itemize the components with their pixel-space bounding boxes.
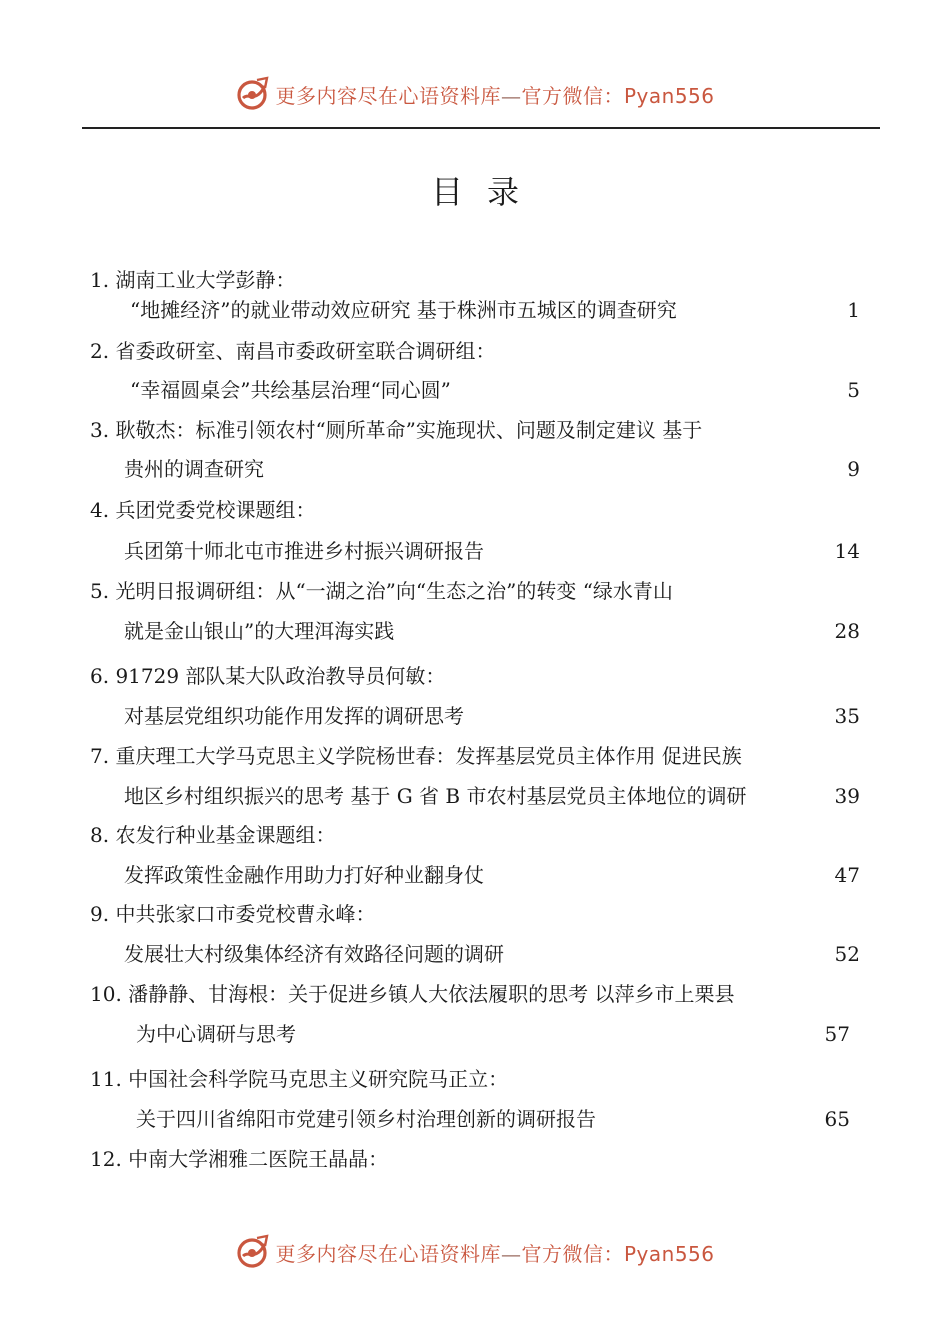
toc-entry-11-line2: 关于四川省绵阳市党建引领乡村治理创新的调研报告 (136, 1107, 596, 1131)
watermark-logo-icon (235, 76, 271, 112)
toc-entry-1-page: 1 (847, 298, 860, 322)
watermark-banner-top (0, 72, 950, 116)
toc-entry-2-line2: “幸福圆桌会”共绘基层治理“同心圆” (130, 378, 451, 402)
wechat-id: Pyan556 (623, 83, 715, 108)
toc-entry-6-line1: 6. 91729 部队某大队政治教导员何敏： (90, 664, 446, 688)
toc-entry-6-page: 35 (834, 704, 860, 728)
watermark-banner-bottom (0, 1230, 950, 1274)
toc-entry-8-line1: 8. 农发行种业基金课题组： (90, 823, 336, 847)
toc-entry-4-line2: 兵团第十师北屯市推进乡村振兴调研报告 (124, 539, 484, 563)
toc-entry-3-line2: 贵州的调查研究 (124, 457, 264, 481)
toc-entry-11-page: 65 (824, 1107, 850, 1131)
toc-entry-7-line1: 7. 重庆理工大学马克思主义学院杨世春：发挥基层党员主体作用 促进民族 (90, 744, 742, 768)
toc-entry-7-page: 39 (834, 784, 860, 808)
header-rule (82, 127, 880, 129)
toc-entry-5-line2: 就是金山银山”的大理洱海实践 (124, 619, 395, 643)
toc-entry-6-line2: 对基层党组织功能作用发挥的调研思考 (124, 704, 464, 728)
toc-entry-10-line2: 为中心调研与思考 (136, 1022, 296, 1046)
toc-entry-8-line2: 发挥政策性金融作用助力打好种业翻身仗 (124, 863, 484, 887)
toc-entry-9-page: 52 (834, 942, 860, 966)
toc-entry-10-line1: 10. 潘静静、甘海根：关于促进乡镇人大依法履职的思考 以萍乡市上栗县 (90, 982, 735, 1006)
watermark-text: 更多内容尽在心语资料库—官方微信：Pyan556 (275, 1241, 715, 1266)
toc-entry-3-page: 9 (847, 457, 860, 481)
wechat-id: Pyan556 (623, 1241, 715, 1266)
toc-entry-5-page: 28 (834, 619, 860, 643)
toc-entry-2-line1: 2. 省委政研室、南昌市委政研室联合调研组： (90, 339, 496, 363)
watermark-text: 更多内容尽在心语资料库—官方微信：Pyan556 (275, 83, 715, 108)
toc-entry-7-line2: 地区乡村组织振兴的思考 基于 G 省 B 市农村基层党员主体地位的调研 (124, 784, 747, 808)
toc-entry-1-line1: 1. 湖南工业大学彭静： (90, 268, 296, 292)
toc-entry-4-page: 14 (834, 539, 860, 563)
page-title: 目录 (430, 173, 543, 211)
toc-entry-10-page: 57 (824, 1022, 850, 1046)
toc-entry-9-line2: 发展壮大村级集体经济有效路径问题的调研 (124, 942, 504, 966)
toc-entry-2-page: 5 (847, 378, 860, 402)
toc-entry-1-line2: “地摊经济”的就业带动效应研究 基于株洲市五城区的调查研究 (130, 298, 677, 322)
toc-entry-11-line1: 11. 中国社会科学院马克思主义研究院马正立： (90, 1067, 509, 1091)
toc-entry-5-line1: 5. 光明日报调研组：从“一湖之治”向“生态之治”的转变 “绿水青山 (90, 579, 673, 603)
toc-entry-4-line1: 4. 兵团党委党校课题组： (90, 498, 316, 522)
watermark-logo-icon (235, 1234, 271, 1270)
toc-entry-12-line1: 12. 中南大学湘雅二医院王晶晶： (90, 1147, 389, 1171)
toc-entry-8-page: 47 (834, 863, 860, 887)
toc-entry-3-line1: 3. 耿敬杰：标准引领农村“厕所革命”实施现状、问题及制定建议 基于 (90, 418, 703, 442)
toc-entry-9-line1: 9. 中共张家口市委党校曹永峰： (90, 902, 376, 926)
